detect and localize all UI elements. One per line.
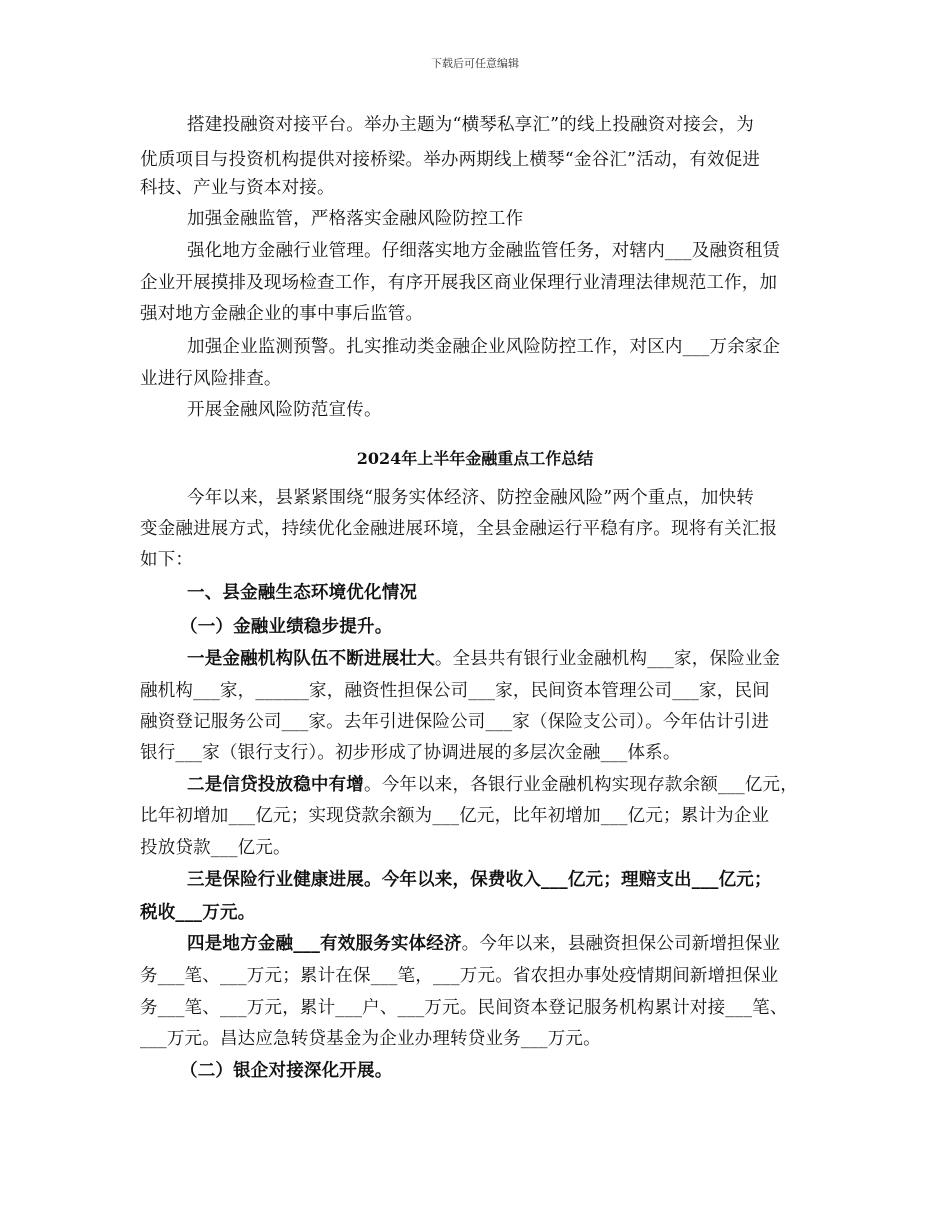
- paragraph-line: 投放贷款___亿元。: [140, 838, 291, 858]
- paragraph-line: 如下：: [140, 550, 194, 570]
- paragraph-line: 务___笔、___万元；累计在保___笔，___万元。省农担办事处疫情期间新增担保业: [140, 966, 779, 986]
- paragraph-line: 今年以来，县紧紧围绕“服务实体经济、防控金融风险”两个重点，加快转: [187, 488, 754, 508]
- paragraph-line: 税收___万元。: [140, 903, 256, 923]
- paragraph-line: 业进行风险排查。: [140, 369, 282, 389]
- paragraph-line: 融机构___家，______家，融资性担保公司___家，民间资本管理公司___家，民间: [140, 681, 770, 701]
- paragraph-line: 强对地方金融企业的事中事后监管。: [140, 304, 424, 324]
- subheading-2: （二）银企对接深化开展。: [180, 1061, 393, 1081]
- paragraph-line: 优质项目与投资机构提供对接桥梁。举办两期线上横琴“金谷汇”活动，有效促进: [140, 150, 761, 170]
- item-lead: 一是金融机构队伍不断进展壮大: [187, 649, 435, 669]
- paragraph-line: [187, 936, 780, 954]
- heading-1: 一、县金融生态环境优化情况: [187, 583, 418, 603]
- paragraph-line: 变金融进展方式，持续优化金融进展环境，全县金融运行平稳有序。现将有关汇报: [140, 519, 778, 539]
- document-title: 2024年上半年金融重点工作总结: [356, 449, 594, 468]
- paragraph-line: ___万元。昌达应急转贷基金为企业办理转贷业务___万元。: [140, 1029, 601, 1049]
- paragraph-line: 加强企业监测预警。扎实推动类金融企业风险防控工作，对区内___万余家企: [187, 337, 781, 357]
- paragraph-line: [187, 777, 798, 795]
- paragraph-line: 银行___家（银行支行）。初步形成了协调进展的多层次金融___体系。: [140, 743, 681, 763]
- page-header: 下载后可任意编辑: [431, 57, 519, 70]
- item-text: 。今年以来，各银行业金融机构实现存款余额___亿元，: [364, 775, 798, 795]
- item-lead: 四是地方金融___有效服务实体经济: [187, 934, 462, 954]
- item-lead: 二是信贷投放稳中有增: [187, 775, 364, 795]
- paragraph-line: 融资登记服务公司___家。去年引进保险公司___家（保险支公司）。今年估计引进: [140, 712, 770, 732]
- paragraph-line: [187, 651, 780, 669]
- paragraph-line: 开展金融风险防范宣传。: [187, 400, 382, 420]
- paragraph-line: 搭建投融资对接平台。举办主题为“横琴私享汇”的线上投融资对接会，为: [187, 115, 754, 135]
- paragraph-line: 三是保险行业健康进展。今年以来，保费收入___亿元；理赔支出___亿元；: [187, 870, 772, 890]
- paragraph-line: 企业开展摸排及现场检查工作，有序开展我区商业保理行业清理法律规范工作，加: [140, 273, 778, 293]
- paragraph-line: 比年初增加___亿元；实现贷款余额为___亿元，比年初增加___亿元；累计为企业: [140, 806, 770, 826]
- item-text: 。今年以来，县融资担保公司新增担保业: [461, 934, 781, 954]
- item-text: 。全县共有银行业金融机构___家，保险业金: [434, 649, 781, 669]
- paragraph-line: 科技、产业与资本对接。: [140, 178, 335, 198]
- paragraph-line: 务___笔、___万元，累计___户、___万元。民间资本登记服务机构累计对接___笔、: [140, 998, 788, 1018]
- section-heading: 加强金融监管，严格落实金融风险防控工作: [187, 209, 524, 229]
- subheading-1: （一）金融业绩稳步提升。: [180, 617, 393, 637]
- paragraph-line: 强化地方金融行业管理。仔细落实地方金融监管任务，对辖内___及融资租赁: [187, 241, 781, 261]
